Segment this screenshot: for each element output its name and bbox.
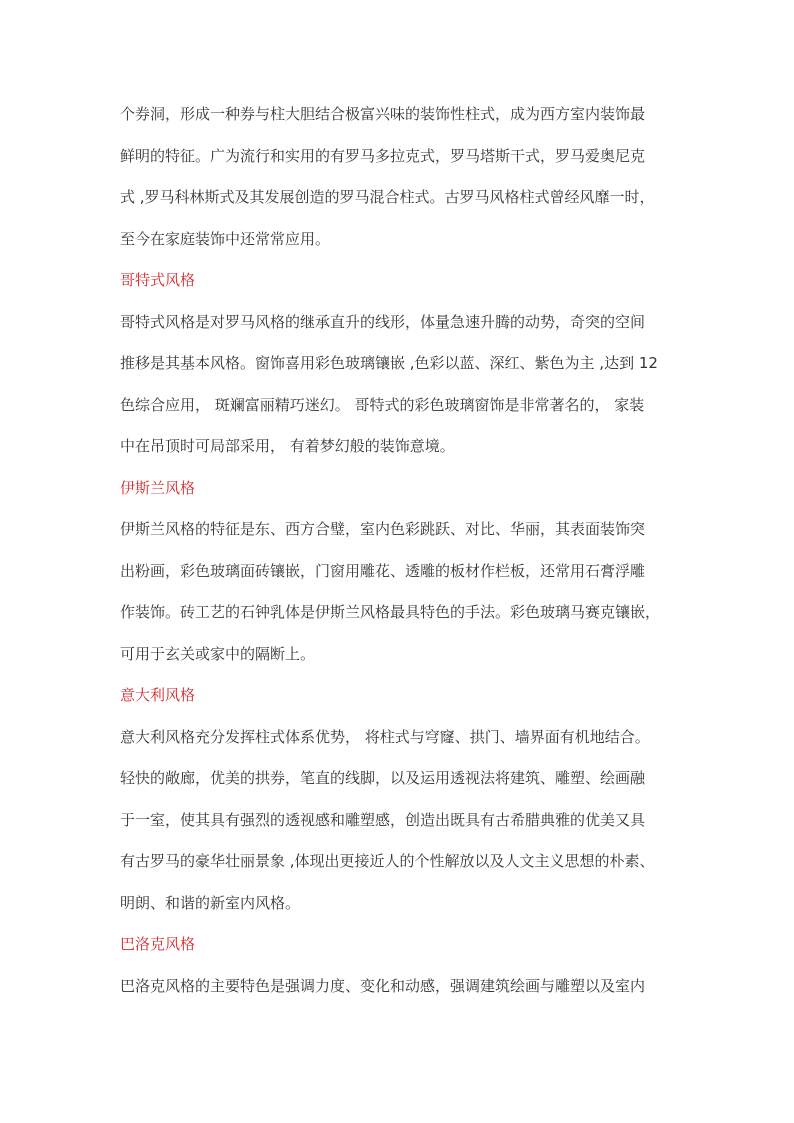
- paragraph-line: 中在吊顶时可局部采用， 有着梦幻般的装饰意境。: [120, 437, 455, 455]
- section-heading-baroque: 巴洛克风格: [120, 935, 196, 953]
- paragraph-line: 巴洛克风格的主要特色是强调力度、变化和动感，强调建筑绘画与雕塑以及室内: [120, 976, 646, 995]
- paragraph-line: 式 ,罗马科林斯式及其发展创造的罗马混合柱式。古罗马风格柱式曾经风靡一时，: [120, 188, 655, 206]
- paragraph-line: 于一室，使其具有强烈的透视感和雕塑感，创造出既具有古希腊典雅的优美又具: [120, 810, 646, 829]
- section-heading-italian: 意大利风格: [120, 686, 196, 704]
- document-body: [120, 104, 680, 1017]
- paragraph-line: 可用于玄关或家中的隔断上。: [120, 644, 316, 663]
- paragraph-line: 个券洞，形成一种券与柱大胆结合极富兴味的装饰性柱式，成为西方室内装饰最: [120, 105, 646, 123]
- paragraph-line: 有古罗马的豪华壮丽景象 ,体现出更接近人的个性解放以及人文主义思想的朴素、: [120, 852, 655, 870]
- paragraph-line: 轻快的敞廊，优美的拱券，笔直的线脚，以及运用透视法将建筑、雕塑、绘画融: [120, 769, 646, 787]
- section-heading-gothic: 哥特式风格: [120, 271, 196, 289]
- paragraph-line: 推移是其基本风格。窗饰喜用彩色玻璃镶嵌 ,色彩以蓝、深红、紫色为主 ,达到 12: [120, 354, 658, 372]
- section-heading-islamic: 伊斯兰风格: [120, 478, 196, 497]
- paragraph-line: 明朗、和谐的新室内风格。: [120, 893, 301, 912]
- paragraph-line: 意大利风格充分发挥柱式体系优势， 将柱式与穹窿、拱门、墙界面有机地结合。: [120, 727, 650, 746]
- paragraph-line: 伊斯兰风格的特征是东、西方合璧，室内色彩跳跃、对比、华丽，其表面装饰突: [120, 520, 646, 538]
- paragraph-line: 作装饰。砖工艺的石钟乳体是伊斯兰风格最具特色的手法。彩色玻璃马赛克镶嵌，: [120, 603, 661, 621]
- paragraph-line: 鲜明的特征。广为流行和实用的有罗马多拉克式，罗马塔斯干式，罗马爱奥尼克: [120, 146, 646, 165]
- paragraph-line: 色综合应用， 斑斓富丽精巧迷幻。 哥特式的彩色玻璃窗饰是非常著名的， 家装: [120, 395, 645, 414]
- paragraph-line: 哥特式风格是对罗马风格的继承直升的线形，体量急速升腾的动势，奇突的空间: [120, 312, 646, 331]
- paragraph-line: 出粉画，彩色玻璃面砖镶嵌，门窗用雕花、透雕的板材作栏板，还常用石膏浮雕: [120, 561, 646, 580]
- paragraph-line: 至今在家庭装饰中还常常应用。: [120, 229, 331, 248]
